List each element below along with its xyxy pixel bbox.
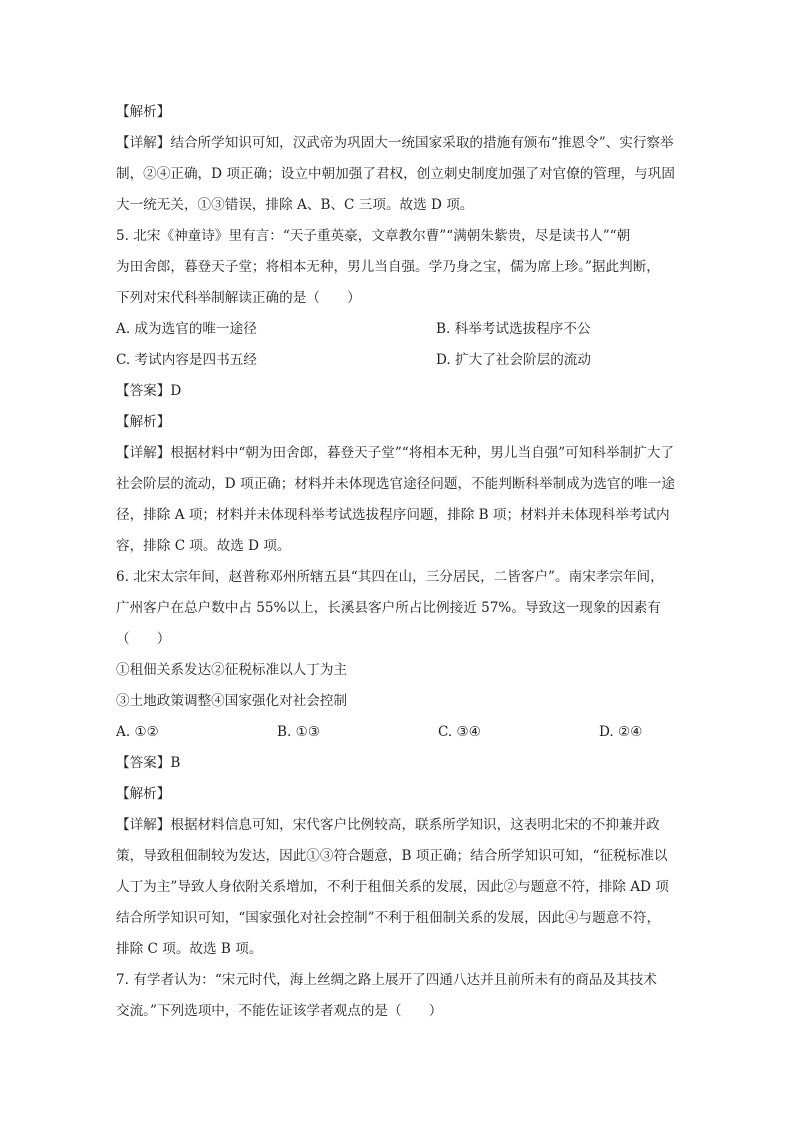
detail-line: 策，导致租佃制较为发达，因此①③符合题意，B 项正确；结合所学知识可知，“征税标准以 (116, 848, 668, 864)
detail-line: 【详解】结合所学知识可知，汉武帝为巩固大一统国家采取的措施有颁布“推恩令”、实行察举 (116, 135, 674, 151)
option-d: D. ②④ (599, 724, 643, 740)
answer-line: 【答案】D (116, 383, 182, 399)
question-7 (116, 965, 686, 1027)
analysis-heading: 【解析】 (116, 104, 171, 120)
document-page (116, 97, 686, 1027)
detail-line: 结合所学知识可知，“国家强化对社会控制”不利于租佃制关系的发展，因此④与题意不符， (116, 910, 661, 926)
detail-line: 【详解】根据材料中“朝为田舍郎，暮登天子堂”“将相本无种，男儿当自强”可知科举制扩大了 (116, 445, 674, 461)
detail-line: 大一统无关，①③错误，排除 A、B、C 三项。故选 D 项。 (116, 197, 474, 213)
question-stem-line: 6. 北宋太宗年间，赵普称邓州所辖五县“其四在山，三分居民，二皆客户”。南宋孝宗年间， (116, 569, 664, 585)
question-stem-line: （ ） (116, 631, 171, 647)
detail-line: 排除 C 项。故选 B 项。 (116, 941, 263, 957)
answer-line: 【答案】B (116, 755, 181, 771)
detail-line: 容，排除 C 项。故选 D 项。 (116, 538, 291, 554)
option-a: A. ①② (116, 724, 159, 740)
statement-line: ③土地政策调整④国家强化对社会控制 (116, 693, 348, 709)
question-stem-line: 下列对宋代科举制解读正确的是（ ） (116, 290, 361, 306)
option-b: B. ①③ (277, 724, 321, 740)
question-5 (116, 221, 686, 562)
option-c: C. ③④ (438, 724, 481, 740)
detail-line: 社会阶层的流动，D 项正确；材料并未体现选官途径问题，不能判断科举制成为选官的唯一途 (116, 476, 675, 492)
detail-line: 人丁为主”导致人身依附关系增加，不利于租佃关系的发展，因此②与题意不符，排除 AD 项 (116, 879, 669, 895)
question-stem-line: 7. 有学者认为：“宋元时代，海上丝绸之路上展开了四通八达并且前所未有的商品及其技术 (116, 972, 657, 988)
option-a: A. 成为选官的唯一途径 (116, 321, 257, 337)
detail-line: 径，排除 A 项；材料并未体现科举考试选拔程序问题，排除 B 项；材料并未体现科举考试内 (116, 507, 670, 523)
analysis-heading: 【解析】 (116, 786, 171, 802)
question-stem-line: 为田舍郎，暮登天子堂；将相本无种，男儿当自强。学乃身之宝，儒为席上珍。”据此判断， (116, 259, 660, 275)
question-stem-line: 5. 北宋《神童诗》里有言：“天子重英豪，文章教尔曹”“满朝朱紫贵，尽是读书人”“朝 (116, 228, 631, 244)
question-6 (116, 562, 686, 965)
question-stem-line: 交流。”下列选项中，不能佐证该学者观点的是（ ） (116, 1003, 443, 1019)
options-row (116, 314, 686, 345)
detail-line: 【详解】根据材料信息可知，宋代客户比例较高，联系所学知识，这表明北宋的不抑兼并政 (116, 817, 660, 833)
option-b: B. 科举考试选拔程序不公 (436, 321, 591, 337)
options-row (116, 345, 686, 376)
options-row (116, 717, 686, 748)
option-d: D. 扩大了社会阶层的流动 (436, 352, 591, 368)
statement-line: ①租佃关系发达②征税标准以人丁为主 (116, 662, 348, 678)
detail-line: 制，②④正确，D 项正确；设立中朝加强了君权，创立刺史制度加强了对官僚的管理，与巩固 (116, 166, 675, 182)
option-c: C. 考试内容是四书五经 (116, 352, 257, 368)
analysis-heading: 【解析】 (116, 414, 171, 430)
question-stem-line: 广州客户在总户数中占 55%以上，长溪县客户所占比例接近 57%。导致这一现象的因素有 (116, 600, 661, 616)
